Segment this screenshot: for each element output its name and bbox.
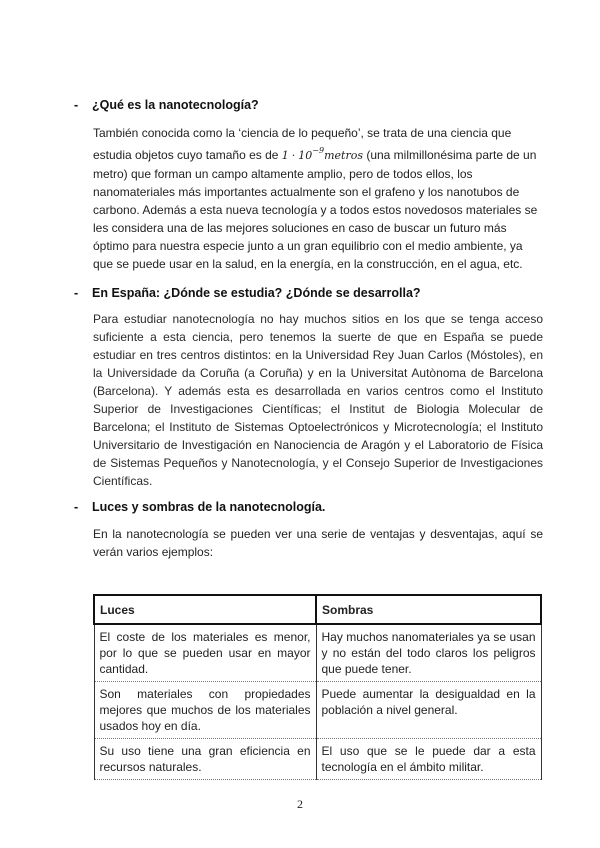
bullet-dash: -	[74, 98, 79, 112]
paragraph-intro-tabla: En la nanotecnología se pueden ver una serie de ventajas y desventajas, aquí se verán varios ejemplos:	[93, 527, 543, 559]
section-heading-luces-sombras	[74, 499, 544, 515]
page-number: 2	[297, 797, 303, 811]
table-header-row	[94, 595, 541, 624]
bullet-dash: -	[74, 500, 79, 514]
section-title: En España: ¿Dónde se estudia? ¿Dónde se desarrolla?	[92, 286, 421, 300]
paragraph-text: También conocida como la ‘ciencia de lo pequeño’, se trata de una ciencia que estudia objetos cuyo tamaño es de	[93, 126, 512, 162]
paragraph-espana: Para estudiar nanotecnología no hay muchos sitios en los que se tenga acceso suficiente a esta ciencia, pero tenemos la suerte de que en España se puede estudiar en tres centros distintos: en la Universidad Rey Juan Carlos (Móstoles), en la Universidade da Coruña (a Coruña) y en la Universitat Autònoma de Barcelona (Barcelona). Y además esta es desarrollada en varios centros como el Instituto Superior de Investigaciones Científicas; el Institut de Biologia Molecular de Barcelona; el Instituto de Sistemas Optoelectrónicos y Microtecnología; el Instituto Universitario de Investigación en Nanociencia de Aragón y el Laboratorio de Física de Sistemas Pequeños y Nanotecnología, y el Consejo Superior de Investigaciones Científicas.	[93, 312, 543, 488]
section-title: Luces y sombras de la nanotecnología.	[92, 500, 326, 514]
table-cell: Son materiales con propiedades mejores que muchos de los materiales usados hoy en día.	[94, 682, 316, 739]
luces-sombras-table	[93, 594, 542, 780]
table-row	[94, 682, 541, 739]
paragraph-text: (una milmillonésima parte de un metro) que forman un campo altamente amplio, pero de todos ellos, los nanomateriales más importantes actualmente son el grafeno y los nanotubos de carbono. Además a esta nueva tecnología y a todos estos novedosos materiales se les considera una de las mejores soluciones en caso de buscar un futuro más óptimo para nuestra especie junto a un gran equilibrio con el medio ambiente, ya que se puede usar en la salud, en la energía, en la construcción, en el agua, etc.	[93, 148, 538, 271]
table-cell: Puede aumentar la desigualdad en la población a nivel general.	[316, 682, 541, 739]
table-cell: Hay muchos nanomateriales ya se usan y no están del todo claros los peligros que puede tener.	[316, 624, 541, 682]
table-row	[94, 739, 541, 780]
table-cell: El uso que se le puede dar a esta tecnología en el ámbito militar.	[316, 739, 541, 780]
bullet-dash: -	[74, 286, 79, 300]
table-cell: El coste de los materiales es menor, por lo que se pueden usar en mayor cantidad.	[94, 624, 316, 682]
column-header-luces: Luces	[94, 595, 316, 624]
column-header-sombras: Sombras	[316, 595, 541, 624]
section-heading-que-es	[74, 97, 544, 113]
table-cell: Su uso tiene una gran eficiencia en recursos naturales.	[94, 739, 316, 780]
math-expression: $1 \cdot 10^{-9}metros$	[281, 146, 363, 162]
section-heading-espana	[74, 285, 544, 301]
section-title: ¿Qué es la nanotecnología?	[92, 98, 259, 112]
paragraph-definicion	[93, 124, 543, 273]
table-row	[94, 624, 541, 682]
